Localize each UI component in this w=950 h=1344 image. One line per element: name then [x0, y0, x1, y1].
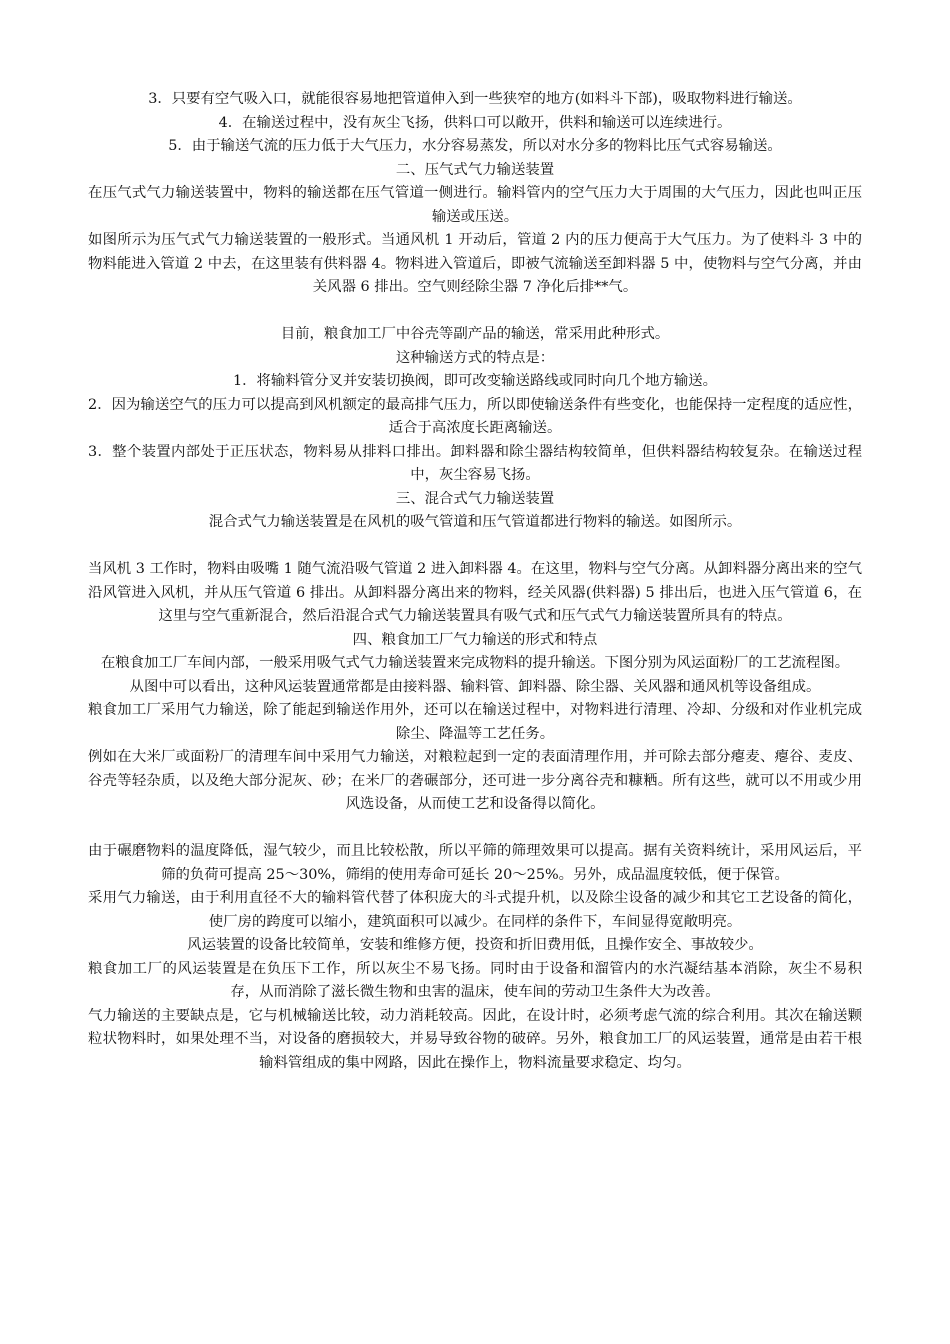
document-body	[88, 88, 862, 1075]
blank-line	[88, 817, 862, 841]
paragraph: 风运装置的设备比较简单，安装和维修方便，投资和折旧费用低，且操作安全、事故较少。	[187, 937, 763, 953]
list-item-1: 1．将输料管分叉并安装切换阀，即可改变输送路线或同时向几个地方输送。	[232, 373, 718, 389]
paragraph: 例如在大米厂或面粉厂的清理车间中采用气力输送，对粮粒起到一定的表面清理作用，并可除去部分瘪麦、瘪谷、麦皮、谷壳等轻杂质，以及绝大部分泥灰、砂；在米厂的砻碾部分，还可进一步分离谷壳和糠粞。所有这些，就可以不用或少用风选设备，从而使工艺和设备得以简化。	[88, 749, 862, 812]
paragraph: 混合式气力输送装置是在风机的吸气管道和压气管道都进行物料的输送。如图所示。	[208, 514, 742, 530]
list-item-5: 5．由于输送气流的压力低于大气压力，水分容易蒸发，所以对水分多的物料比压气式容易输送。	[168, 138, 782, 154]
paragraph: 如图所示为压气式气力输送装置的一般形式。当通风机 1 开动后，管道 2 内的压力便高于大气压力。为了使料斗 3 中的物料能进入管道 2 中去，在这里装有供料器 4。物料进入管道后，即被气流输送至卸料器 5 中，使物料与空气分离，并由关风器 6 排出。空气则经除尘器 7 净化后排**气。	[88, 232, 862, 295]
section-heading-2: 二、压气式气力输送装置	[395, 161, 555, 178]
paragraph: 在粮食加工厂车间内部，一般采用吸气式气力输送装置来完成物料的提升输送。下图分别为风运面粉厂的工艺流程图。	[100, 655, 850, 671]
blank-line	[88, 535, 862, 559]
paragraph: 粮食加工厂的风运装置是在负压下工作，所以灰尘不易飞扬。同时由于设备和溜管内的水汽凝结基本消除，灰尘不易积存，从而消除了滋长微生物和虫害的温床，使车间的劳动卫生条件大为改善。	[88, 960, 862, 1000]
section-heading-4: 四、粮食加工厂气力输送的形式和特点	[352, 631, 598, 648]
paragraph: 目前，粮食加工厂中谷壳等副产品的输送，常采用此种形式。	[280, 326, 670, 342]
list-item-4: 4．在输送过程中，没有灰尘飞扬，供料口可以敞开，供料和输送可以连续进行。	[218, 114, 732, 131]
list-item-3: 3．只要有空气吸入口，就能很容易地把管道伸入到一些狭窄的地方(如料斗下部)，吸取物料进行输送。	[148, 91, 802, 107]
list-item-3b: 3．整个装置内部处于正压状态，物料易从排料口排出。卸料器和除尘器结构较简单，但供料器结构较复杂。在输送过程中，灰尘容易飞扬。	[88, 443, 862, 483]
paragraph: 采用气力输送，由于利用直径不大的输料管代替了体积庞大的斗式提升机，以及除尘设备的减少和其它工艺设备的简化，使厂房的跨度可以缩小，建筑面积可以减少。在同样的条件下，车间显得宽敞明亮。	[88, 890, 862, 930]
paragraph: 由于碾磨物料的温度降低，湿气较少，而且比较松散，所以平筛的筛理效果可以提高。据有关资料统计，采用风运后，平筛的负荷可提高 25～30%，筛绢的使用寿命可延长 20～25%。另外，成品温度较低，便于保管。	[88, 843, 862, 883]
paragraph: 在压气式气力输送装置中，物料的输送都在压气管道一侧进行。输料管内的空气压力大于周围的大气压力，因此也叫正压输送或压送。	[88, 185, 862, 225]
section-heading-3: 三、混合式气力输送装置	[395, 490, 555, 507]
blank-line	[88, 300, 862, 324]
paragraph: 当风机 3 工作时，物料由吸嘴 1 随气流沿吸气管道 2 进入卸料器 4。在这里，物料与空气分离。从卸料器分离出来的空气沿风管进入风机，并从压气管道 6 排出。从卸料器分离出来的物料，经关风器(供料器) 5 排出后，也进入压气管道 6，在这里与空气重新混合，然后沿混合式气力输送装置具有吸气式和压气式气力输送装置所具有的特点。	[88, 561, 862, 624]
paragraph: 气力输送的主要缺点是，它与机械输送比较，动力消耗较高。因此，在设计时，必须考虑气流的综合利用。其次在输送颗粒状物料时，如果处理不当，对设备的磨损较大，并易导致谷物的破碎。另外，粮食加工厂的风运装置，通常是由若干根输料管组成的集中网路，因此在操作上，物料流量要求稳定、均匀。	[88, 1007, 862, 1071]
paragraph: 这种输送方式的特点是：	[395, 349, 555, 366]
paragraph: 从图中可以看出，这种风运装置通常都是由接料器、输料管、卸料器、除尘器、关风器和通风机等设备组成。	[129, 678, 821, 695]
paragraph: 粮食加工厂采用气力输送，除了能起到输送作用外，还可以在输送过程中，对物料进行清理、冷却、分级和对作业机完成除尘、降温等工艺任务。	[88, 702, 862, 742]
list-item-2: 2．因为输送空气的压力可以提高到风机额定的最高排气压力，所以即使输送条件有些变化，也能保持一定程度的适应性，适合于高浓度长距离输送。	[88, 396, 862, 436]
